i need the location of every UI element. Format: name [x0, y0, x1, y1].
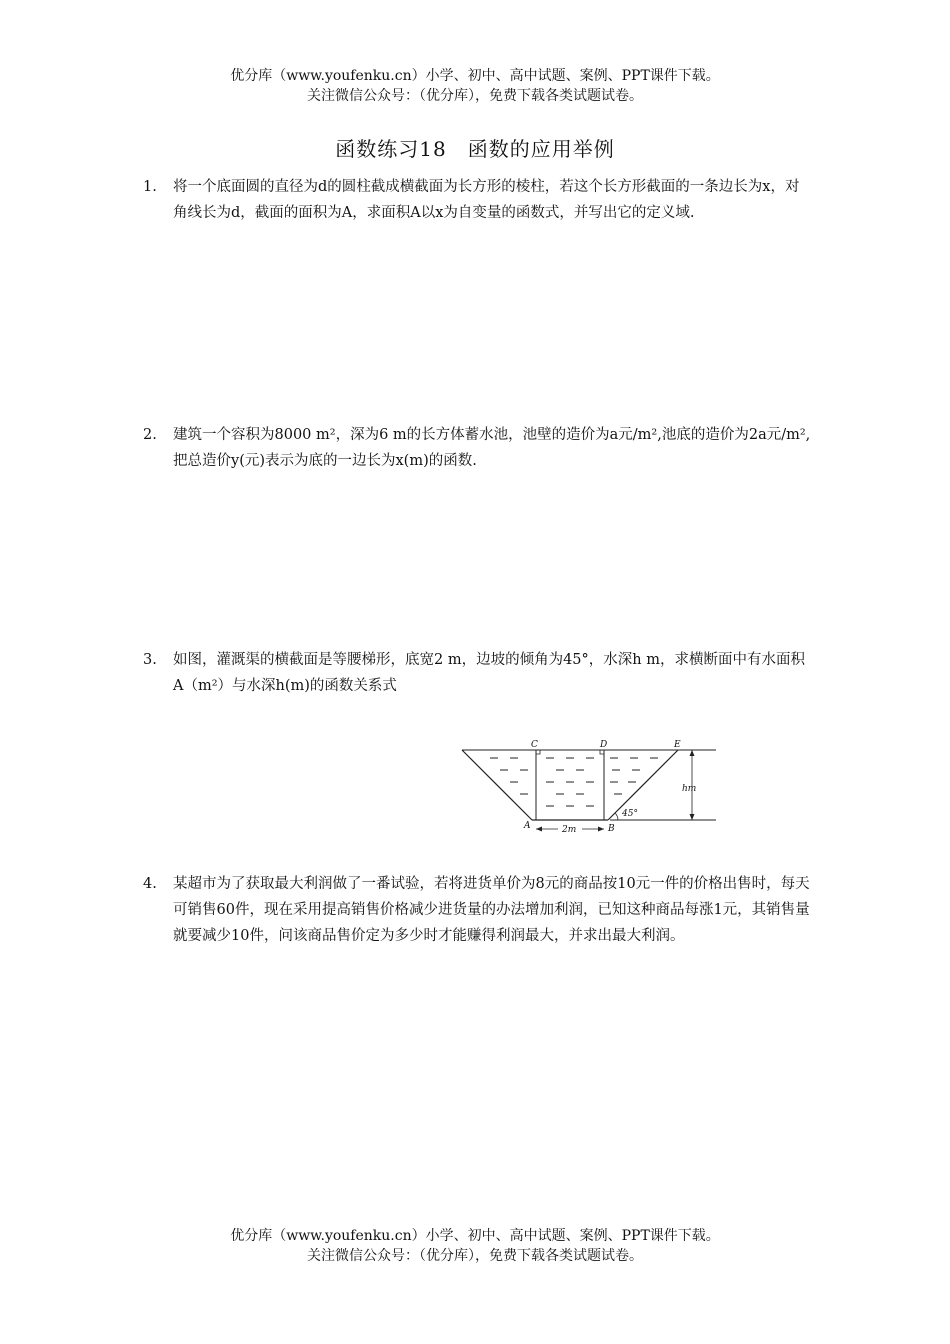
question-number: 1.: [143, 179, 157, 195]
label-e: E: [674, 740, 681, 750]
page-title: 函数练习18 函数的应用举例: [335, 137, 615, 161]
question-number: 3.: [143, 652, 157, 668]
label-b: B: [608, 824, 615, 834]
question-2: [143, 422, 813, 474]
header-line-2: 关注微信公众号：（优分库），免费下载各类试题试卷。: [307, 88, 643, 104]
angle-label: 45°: [622, 809, 638, 819]
footer-line-1: 优分库（www.youfenku.cn）小学、初中、高中试题、案例、PPT课件下载。: [230, 1228, 720, 1244]
question-3: [143, 647, 813, 699]
label-a: A: [524, 821, 531, 831]
page-header: [0, 66, 950, 106]
question-text: 如图，灌溉渠的横截面是等腰梯形，底宽2 m，边坡的倾角为45°，水深h m，求横断面中有水面积A（m²）与水深h(m)的函数关系式: [173, 652, 805, 694]
question-text: 将一个底面圆的直径为d的圆柱截成横截面为长方形的棱柱，若这个长方形截面的一条边长为x，对角线长为d，截面的面积为A，求面积A以x为自变量的函数式，并写出它的定义域.: [173, 179, 800, 221]
question-number: 2.: [143, 427, 157, 443]
trapezoid-channel-diagram: [460, 734, 720, 842]
depth-label: hm: [682, 784, 697, 794]
page-footer: [0, 1226, 950, 1266]
question-text: 某超市为了获取最大利润做了一番试验，若将进货单价为8元的商品按10元一件的价格出售时，每天可销售60件，现在采用提高销售价格减少进货量的办法增加利润，已知这种商品每涨1元，其销售量就要减少10件，问该商品售价定为多少时才能赚得利润最大，并求出最大利润。: [173, 876, 810, 944]
question-4: [143, 871, 813, 949]
width-label: 2m: [562, 825, 577, 835]
footer-line-2: 关注微信公众号：（优分库），免费下载各类试题试卷。: [307, 1248, 643, 1264]
question-number: 4.: [143, 876, 157, 892]
header-line-1: 优分库（www.youfenku.cn）小学、初中、高中试题、案例、PPT课件下载。: [230, 68, 720, 84]
label-c: C: [531, 740, 538, 750]
water-dashes: [490, 758, 658, 806]
question-1: [143, 174, 813, 226]
label-d: D: [600, 740, 608, 750]
question-text: 建筑一个容积为8000 m²，深为6 m的长方体蓄水池，池壁的造价为a元/m²,池底的造价为2a元/m²,把总造价y(元)表示为底的一边长为x(m)的函数.: [173, 427, 811, 469]
